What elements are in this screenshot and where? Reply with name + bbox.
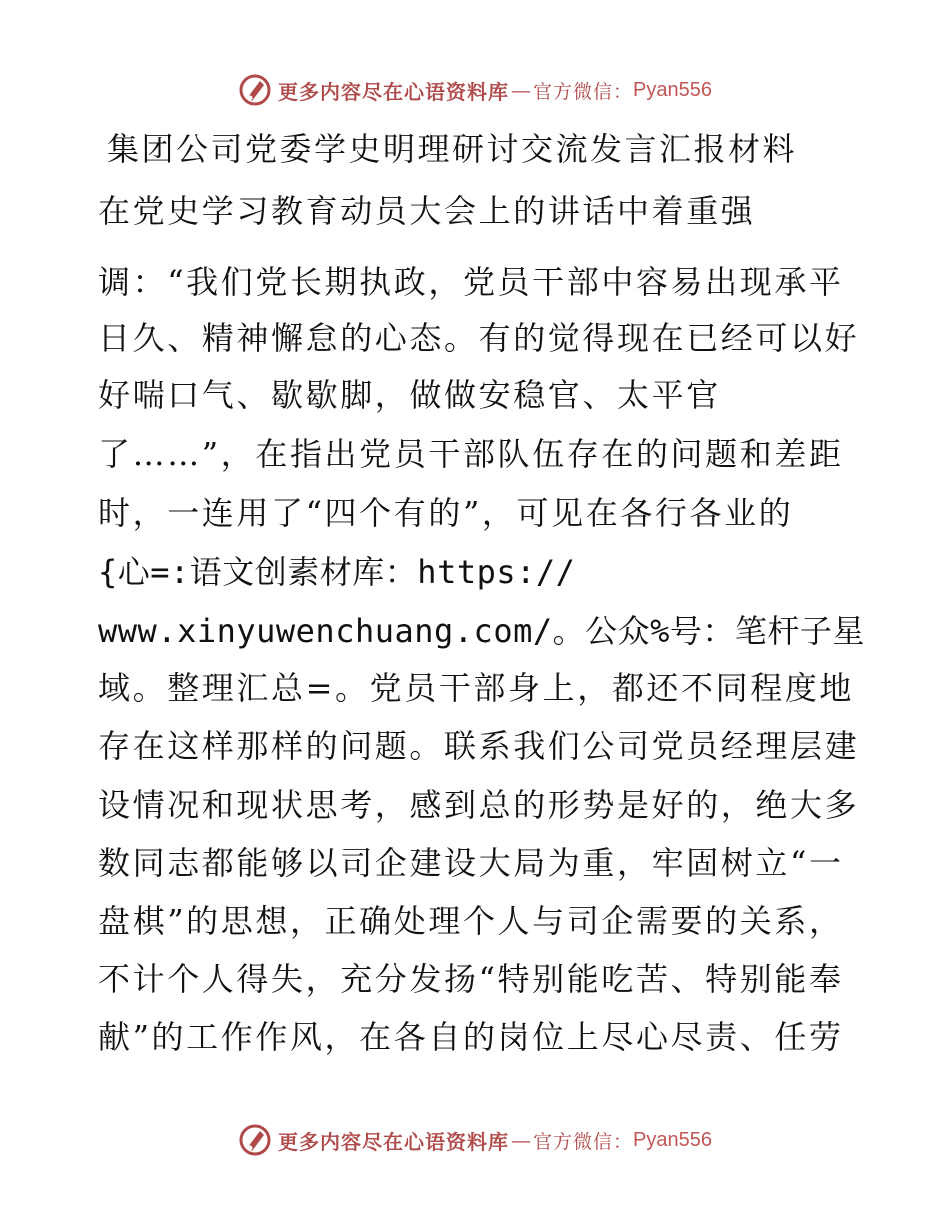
footer-banner (0, 1120, 950, 1160)
body-line: 日久、精神懈怠的心态。有的觉得现在已经可以好 (98, 319, 860, 357)
body-line: 调：“我们党长期执政，党员干部中容易出现承平 (98, 263, 844, 301)
body-line: 献”的工作作风，在各自的岗位上尽心尽责、任劳 (98, 1018, 844, 1056)
page-title: 集团公司党委学史明理研讨交流发言汇报材料 (107, 130, 798, 168)
wechat-label: 官方微信： (533, 80, 634, 103)
body-line: 了……”，在指出党员干部队伍存在的问题和差距 (98, 435, 844, 473)
wechat-id: Pyan556 (633, 78, 712, 101)
pen-nib-logo-icon (238, 1123, 272, 1157)
wechat-label: 官方微信： (533, 1130, 634, 1153)
body-line: 设情况和现状思考，感到总的形势是好的，绝大多 (98, 786, 860, 824)
banner-dash: — (511, 1128, 531, 1152)
pen-nib-logo-icon (238, 73, 272, 107)
header-banner (0, 70, 950, 110)
body-line: 在党史学习教育动员大会上的讲话中着重强 (98, 192, 756, 230)
wechat-id: Pyan556 (633, 1128, 712, 1151)
body-line-url: www.xinyuwenchuang.com/。公众%号：笔杆子星 (98, 612, 865, 650)
banner-dash: — (511, 78, 531, 102)
body-line: 盘棋”的思想，正确处理个人与司企需要的关系， (98, 902, 844, 940)
body-line: 好喘口气、歇歇脚，做做安稳官、太平官 (98, 376, 721, 414)
body-line: 域。整理汇总=。党员干部身上，都还不同程度地 (98, 669, 855, 707)
promo-text: 更多内容尽在心语资料库 (278, 79, 509, 104)
body-line: 时，一连用了“四个有的”，可见在各行各业的 (98, 494, 794, 532)
body-line: 存在这样那样的问题。联系我们公司党员经理层建 (98, 727, 860, 765)
promo-text: 更多内容尽在心语资料库 (278, 1129, 509, 1154)
body-line: 数同志都能够以司企建设大局为重，牢固树立“一 (98, 844, 844, 882)
body-line: 不计个人得失，充分发扬“特别能吃苦、特别能奉 (98, 960, 844, 998)
body-line-url-prefix: {心=:语文创素材库：https:// (98, 553, 576, 591)
